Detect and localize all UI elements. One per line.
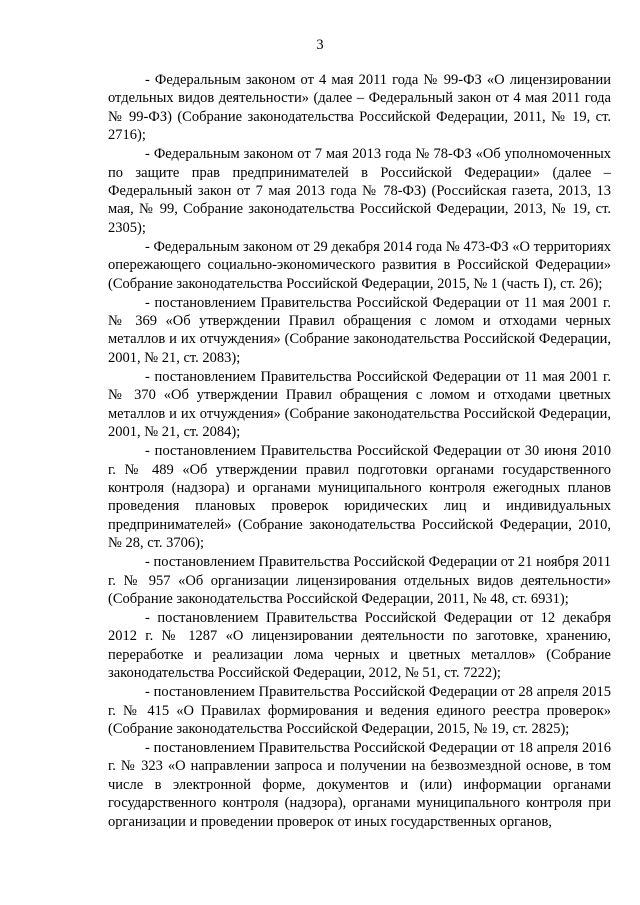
list-item-decree-323: - постановлением Правительства Российской Федерации от 18 апреля 2016 г. № 323 «О направлении запроса и получении на безвозмездной основе, в том числе в электронной форме, документов и (или) информации органами государственного контроля (надзора), органами муниципального контроля при организации и проведении проверок от иных государственных органов, <box>108 739 611 830</box>
list-item-decree-370: - постановлением Правительства Российской Федерации от 11 мая 2001 г. № 370 «Об утверждении Правил обращения с ломом и отходами цветных металлов и их отчуждения» (Собрание законодательства Российской Федерации, 2001, № 21, ст. 2084); <box>108 368 611 441</box>
list-item-decree-489: - постановлением Правительства Российской Федерации от 30 июня 2010 г. № 489 «Об утверждении правил подготовки органами государственного контроля (надзора) и органами муниципального контроля ежегодных планов проведения плановых проверок юридических лиц и индивидуальных предпринимателей» (Собрание законодательства Российской Федерации, 2010, № 28, ст. 3706); <box>108 443 611 552</box>
list-item-law-99fz: - Федеральным законом от 4 мая 2011 года № 99-ФЗ «О лицензировании отдельных видов деятельности» (далее – Федеральный закон от 4 мая 2011 года № 99-ФЗ) (Собрание законодательства Российской Федерации, 2011, № 19, ст. 2716); <box>108 72 611 144</box>
list-item-decree-415: - постановлением Правительства Российской Федерации от 28 апреля 2015 г. № 415 «О Правилах формирования и ведения единого реестра проверок» (Собрание законодательства Российской Федерации, 2015, № 19, ст. 2825); <box>108 684 611 737</box>
document-body <box>108 71 611 832</box>
list-item-decree-369: - постановлением Правительства Российской Федерации от 11 мая 2001 г. № 369 «Об утверждении Правил обращения с ломом и отходами черных металлов и их отчуждения» (Собрание законодательства Российской Федерации, 2001, № 21, ст. 2083); <box>108 294 611 366</box>
list-item-law-473fz: - Федеральным законом от 29 декабря 2014 года № 473-ФЗ «О территориях опережающего социально-экономического развития в Российской Федерации» (Собрание законодательства Российской Федерации, 2015, № 1 (часть I), ст. 26); <box>108 238 611 292</box>
page-number: 3 <box>316 37 324 53</box>
list-item-decree-957: - постановлением Правительства Российской Федерации от 21 ноября 2011 г. № 957 «Об организации лицензирования отдельных видов деятельности» (Собрание законодательства Российской Федерации, 2011, № 48, ст. 6931); <box>108 554 611 607</box>
list-item-decree-1287: - постановлением Правительства Российской Федерации от 12 декабря 2012 г. № 1287 «О лицензировании деятельности по заготовке, хранению, переработке и реализации лома черных и цветных металлов» (Собрание законодательства Российской Федерации, 2012, № 51, ст. 7222); <box>108 609 611 682</box>
list-item-law-78fz: - Федеральным законом от 7 мая 2013 года № 78-ФЗ «Об уполномоченных по защите прав предпринимателей в Российской Федерации» (далее – Федеральный закон от 7 мая 2013 года № 78-ФЗ) (Российская газета, 2013, 13 мая, № 99, Собрание законодательства Российской Федерации, 2013, № 19, ст. 2305); <box>108 146 611 236</box>
